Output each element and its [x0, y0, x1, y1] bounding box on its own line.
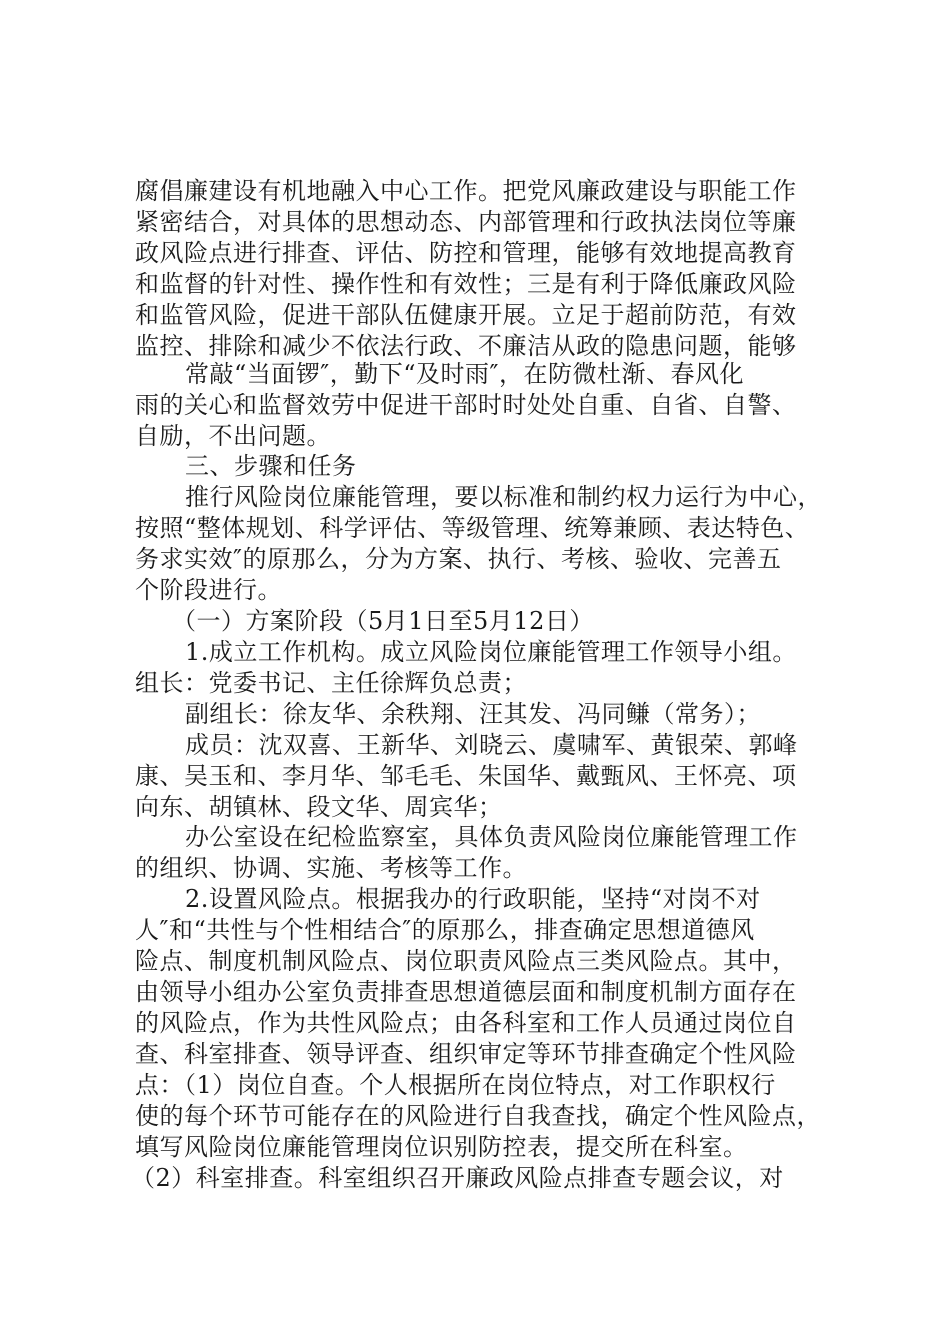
- text-line: 雨的关心和监督效劳中促进干部时时处处自重、自省、自警、: [135, 391, 797, 419]
- text-line: 和监管风险，促进干部队伍健康开展。立足于超前防范，有效: [135, 301, 797, 329]
- text-line: 按照“整体规划、科学评估、等级管理、统筹兼顾、表达特色、: [135, 514, 810, 542]
- text-line: 1.成立工作机构。成立风险岗位廉能管理工作领导小组。: [185, 638, 797, 666]
- text-line: 查、科室排查、领导评查、组织审定等环节排查确定个性风险: [135, 1040, 797, 1068]
- text-line: 个阶段进行。: [135, 576, 282, 604]
- text-line: 向东、胡镇林、段文华、周宾华；: [135, 793, 503, 821]
- text-line: 由领导小组办公室负责排查思想道德层面和制度机制方面存在: [135, 978, 797, 1006]
- text-line: 自励，不出问题。: [135, 422, 331, 450]
- text-line: 紧密结合，对具体的思想动态、内部管理和行政执法岗位等廉: [135, 208, 797, 236]
- text-line: 政风险点进行排查、评估、防控和管理，能够有效地提高教育: [135, 239, 797, 267]
- text-line: 使的每个环节可能存在的风险进行自我查找，确定个性风险点，: [135, 1102, 821, 1130]
- text-line: 常敲“当面锣″，勤下“及时雨″，在防微杜渐、春风化: [185, 360, 744, 388]
- text-line: 险点、制度机制风险点、岗位职责风险点三类风险点。其中，: [135, 947, 797, 975]
- text-line: 推行风险岗位廉能管理，要以标准和制约权力运行为中心，: [185, 483, 822, 511]
- section-heading: 三、步骤和任务: [185, 452, 357, 480]
- text-line: 务求实效″的原那么，分为方案、执行、考核、验收、完善五: [135, 545, 782, 573]
- text-line: 填写风险岗位廉能管理岗位识别防控表，提交所在科室。: [135, 1133, 748, 1161]
- text-line: 腐倡廉建设有机地融入中心工作。把党风廉政建设与职能工作: [135, 177, 797, 205]
- subsection-heading: （一）方案阶段（5月1日至5月12日）: [172, 607, 594, 635]
- text-line: 副组长：徐友华、余秩翔、汪其发、冯同鳒（常务）；: [185, 700, 761, 728]
- text-line: 的风险点，作为共性风险点；由各科室和工作人员通过岗位自: [135, 1009, 797, 1037]
- text-line: （2）科室排查。科室组织召开廉政风险点排查专题会议，对: [131, 1164, 784, 1192]
- text-line: 监控、排除和减少不依法行政、不廉洁从政的隐患问题，能够: [135, 332, 797, 360]
- text-line: 成员：沈双喜、王新华、刘晓云、虞啸军、黄银荣、郭峰: [185, 731, 798, 759]
- text-line: 康、吴玉和、李月华、邹毛毛、朱国华、戴甄风、王怀亮、项: [135, 762, 797, 790]
- text-line: 2.设置风险点。根据我办的行政职能，坚持“对岗不对: [185, 885, 761, 913]
- text-line: 组长：党委书记、主任徐辉负总责；: [135, 669, 527, 697]
- text-line: 点：（1）岗位自查。个人根据所在岗位特点，对工作职权行: [135, 1071, 776, 1099]
- text-line: 和监督的针对性、操作性和有效性；三是有利于降低廉政风险: [135, 270, 797, 298]
- text-line: 人″和“共性与个性相结合″的原那么，排查确定思想道德风: [135, 916, 755, 944]
- text-line: 的组织、协调、实施、考核等工作。: [135, 854, 527, 882]
- text-line: 办公室设在纪检监察室，具体负责风险岗位廉能管理工作: [185, 823, 798, 851]
